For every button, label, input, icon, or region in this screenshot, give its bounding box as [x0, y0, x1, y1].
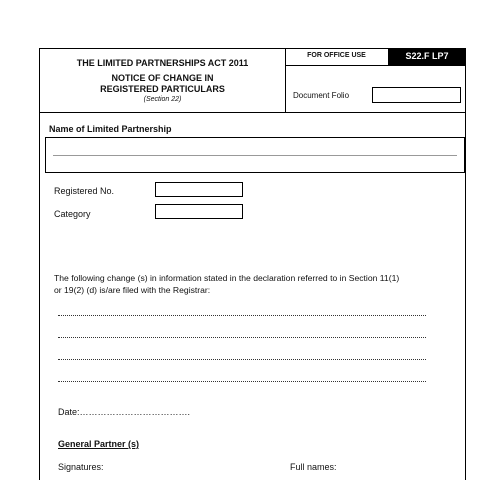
document-folio-label: Document Folio: [293, 91, 350, 100]
date-label: Date:……………………………….: [58, 407, 191, 417]
general-partner-heading: General Partner (s): [58, 439, 140, 449]
change-entry-line[interactable]: [58, 381, 426, 382]
partnership-name-label: Name of Limited Partnership: [49, 124, 172, 134]
act-title: THE LIMITED PARTNERSHIPS ACT 2011: [76, 58, 249, 68]
header-bottom-border: [39, 112, 466, 113]
category-label: Category: [54, 209, 91, 219]
notice-title-line2: REGISTERED PARTICULARS: [100, 84, 225, 94]
change-entry-line[interactable]: [58, 337, 426, 338]
change-entry-line[interactable]: [58, 315, 426, 316]
office-use-divider: [285, 65, 466, 66]
registered-no-label: Registered No.: [54, 186, 115, 196]
registered-no-field[interactable]: [155, 182, 243, 197]
form-code: S22.F LP7: [405, 51, 449, 61]
full-names-label: Full names:: [290, 462, 337, 472]
document-folio-field[interactable]: [372, 87, 461, 103]
change-statement-line2: or 19(2) (d) is/are filed with the Registrar:: [54, 285, 211, 295]
category-field[interactable]: [155, 204, 243, 219]
section-reference: (Section 22): [143, 96, 182, 103]
change-statement-line1: The following change (s) in information stated in the declaration referred to in Section 11(1): [54, 273, 400, 283]
partnership-name-field[interactable]: [45, 137, 465, 173]
form-code-badge: [388, 48, 466, 65]
signatures-label: Signatures:: [58, 462, 104, 472]
partnership-name-rule: [53, 155, 457, 156]
change-entry-line[interactable]: [58, 359, 426, 360]
office-use-label: FOR OFFICE USE: [307, 52, 366, 59]
notice-title-line1: NOTICE OF CHANGE IN: [111, 73, 214, 83]
